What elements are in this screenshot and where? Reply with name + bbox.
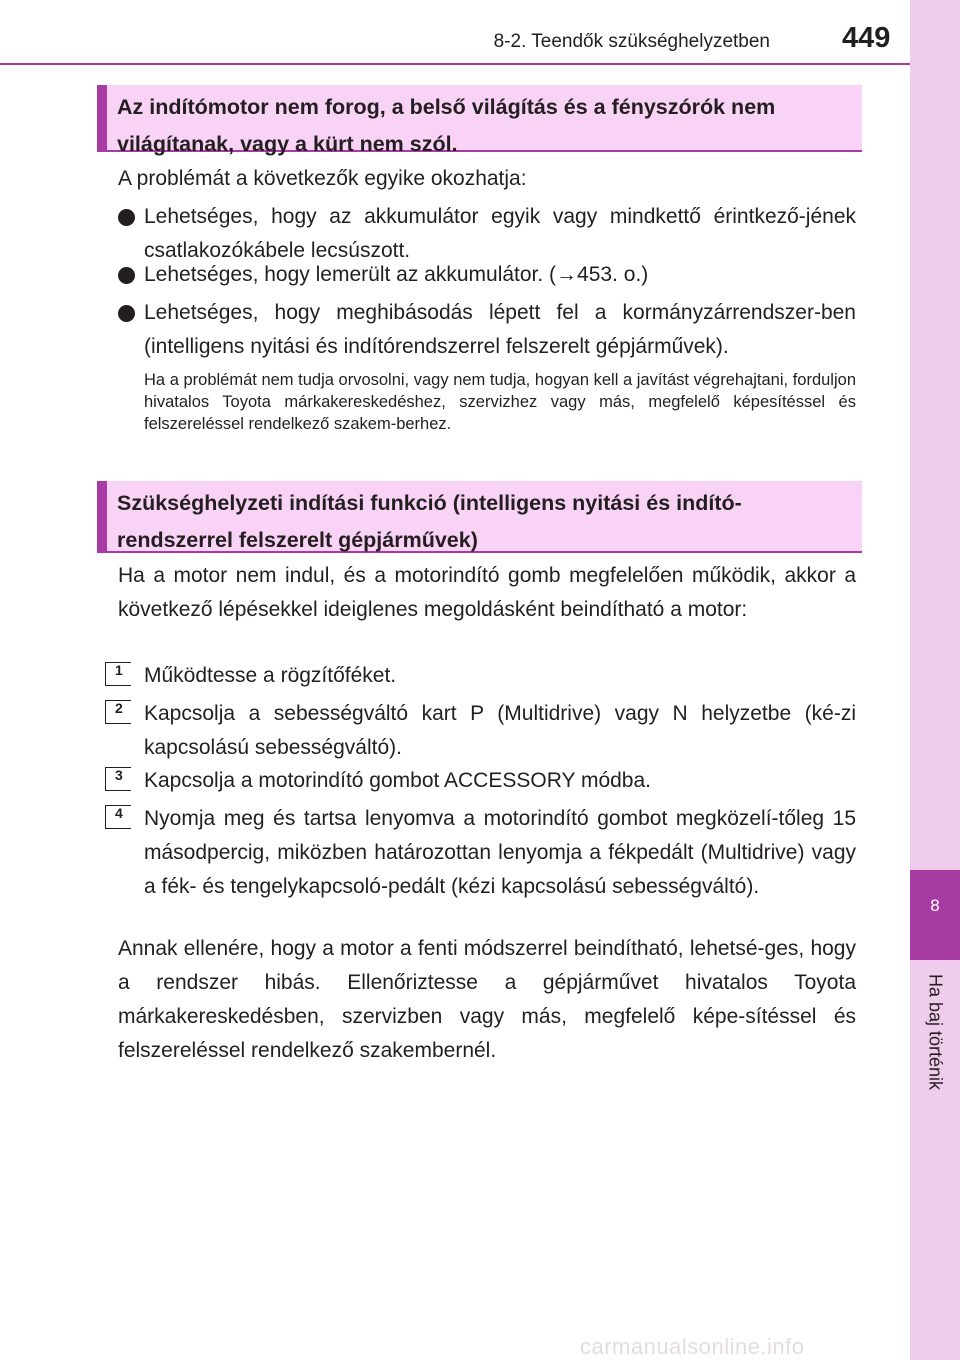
- section1-note: Ha a problémát nem tudja orvosolni, vagy nem tudja, hogyan kell a javítást végrehajtani, forduljon hivatalos Toyota márkakereskedéshez, szervizhez vagy más, megfelelő képesítéssel és felszereléssel rendelkező szakem-berhez.: [144, 371, 856, 433]
- step-text: Kapcsolja a motorindító gombot ACCESSORY módba.: [144, 769, 651, 792]
- step-number-badge: 2: [105, 700, 131, 724]
- step-item: [105, 764, 856, 798]
- site-watermark: carmanualsonline.info: [580, 1334, 805, 1359]
- step-number-badge: 3: [105, 767, 131, 791]
- section-heading-starter-not-turning: Az indítómotor nem forog, a belső világítás és a fényszórók nem világítanak, vagy a kürt nem szól.: [97, 85, 862, 152]
- side-tab-chapter-number: 8: [910, 870, 960, 960]
- bullet-dot-icon: [118, 209, 135, 226]
- bullet-text: Lehetséges, hogy meghibásodás lépett fel a kormányzárrendszer-ben (intelligens nyitási és indítórendszerrel felszerelt gépjárművek).: [144, 301, 856, 358]
- section1-intro: A problémát a következők egyike okozhatja:: [118, 167, 527, 190]
- bullet-item: [118, 296, 856, 364]
- step-number-badge: 1: [105, 662, 131, 686]
- header-section-title: 8-2. Teendők szükséghelyzetben: [493, 31, 770, 52]
- section2-intro: Ha a motor nem indul, és a motorindító gomb megfelelően működik, akkor a következő lépésekkel ideiglenes megoldásként beindítható a motor:: [118, 564, 856, 621]
- page-number: 449: [842, 22, 891, 54]
- side-tab-chapter-label: Ha baj történik: [925, 973, 946, 1091]
- bullet-text: Lehetséges, hogy lemerült az akkumulátor. (→453. o.): [144, 263, 649, 286]
- step-item: [105, 802, 856, 904]
- bullet-dot-icon: [118, 305, 135, 322]
- step-item: [105, 659, 856, 693]
- bullet-item: [118, 258, 856, 292]
- step-text: Nyomja meg és tartsa lenyomva a motorindító gombot megközelí-tőleg 15 másodpercig, miközben határozottan lenyomja a fékpedált (Multidrive) vagy a fék- és tengelykapcsoló-pedált (kézi kapcsolású sebességváltó).: [144, 807, 856, 898]
- section-heading-emergency-start: Szükséghelyzeti indítási funkció (intelligens nyitási és indító-rendszerrel felszerelt gépjárművek): [97, 481, 862, 553]
- bullet-text: Lehetséges, hogy az akkumulátor egyik vagy mindkettő érintkező-jének csatlakozókábele lecsúszott.: [144, 205, 856, 262]
- header-divider: [0, 63, 960, 65]
- bullet-dot-icon: [118, 267, 135, 284]
- step-text: Működtesse a rögzítőféket.: [144, 664, 397, 687]
- step-number-badge: 4: [105, 805, 131, 829]
- section2-closing: Annak ellenére, hogy a motor a fenti módszerrel beindítható, lehetsé-ges, hogy a rendszer hibás. Ellenőriztesse a gépjárművet hivatalos Toyota márkakereskedésben, szervizben vagy más, megfelelő képe-sítéssel és felszereléssel rendelkező szakembernél.: [118, 937, 856, 1062]
- step-item: [105, 697, 856, 765]
- side-tab-upper: [910, 0, 960, 870]
- step-text: Kapcsolja a sebességváltó kart P (Multidrive) vagy N helyzetbe (ké-zi kapcsolású sebességváltó).: [144, 702, 856, 759]
